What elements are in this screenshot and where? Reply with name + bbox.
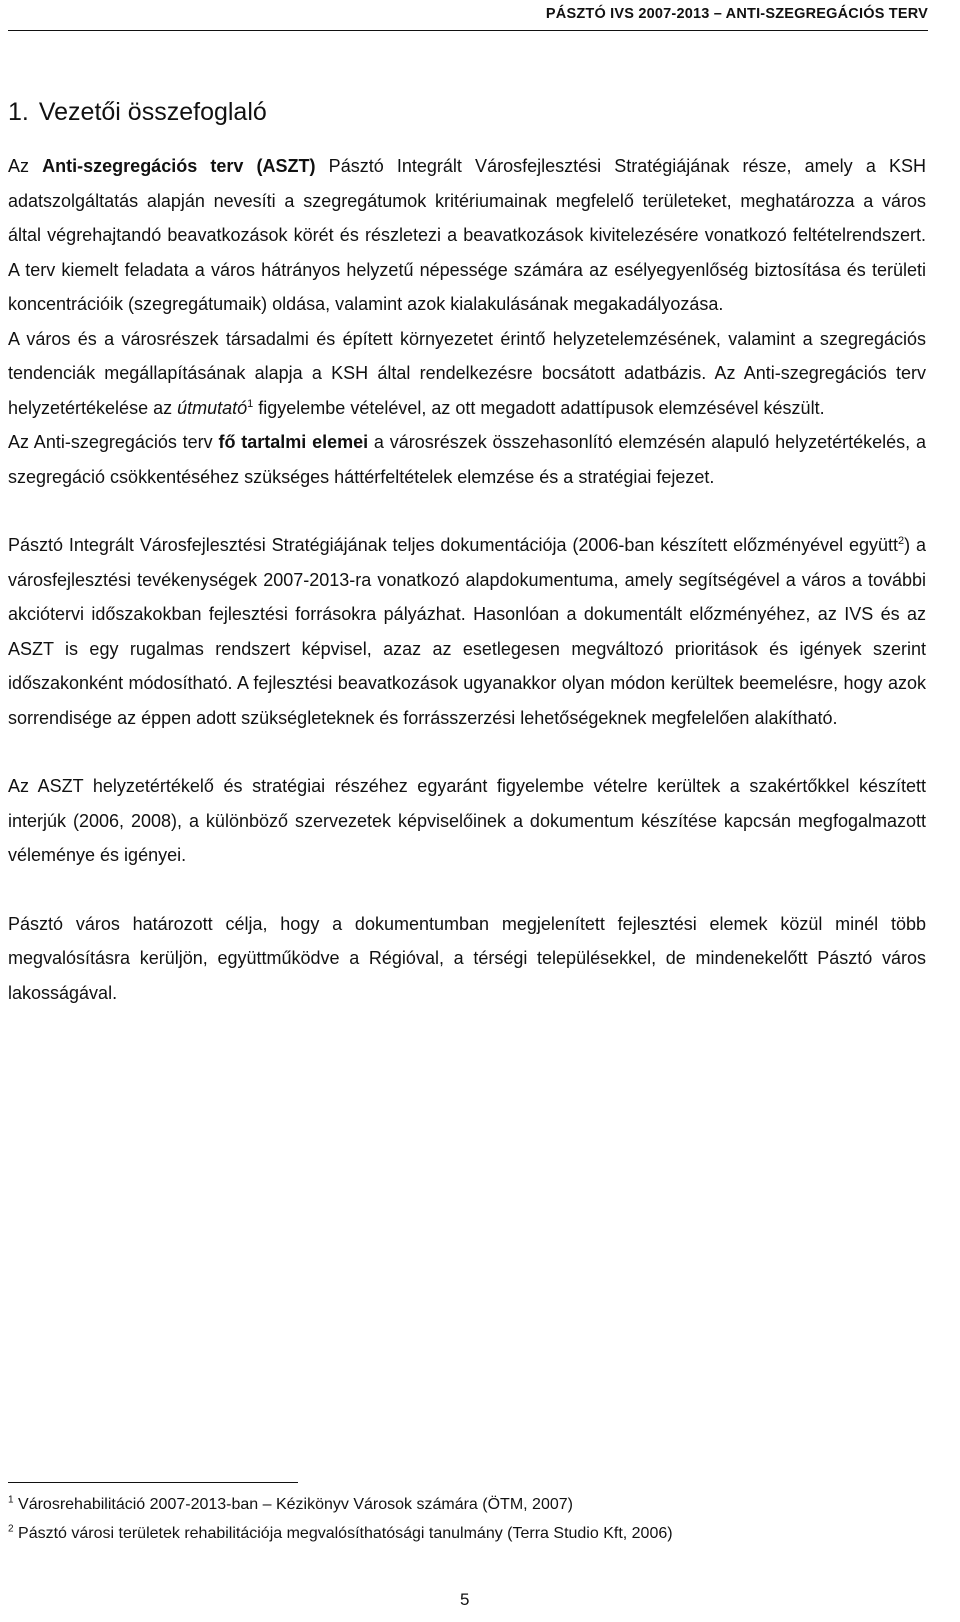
footnotes: [8, 1490, 926, 1548]
footnote-1-text: Városrehabilitáció 2007-2013-ban – Kézikönyv Városok számára (ÖTM, 2007): [18, 1496, 573, 1513]
paragraph-goal: Pásztó város határozott célja, hogy a dokumentumban megjelenített fejlesztési elemek közül minél több megvalósításra kerüljön, együttműködve a Régióval, a térségi településekkel, de mindenekelőtt Pásztó város lakosságával.: [8, 913, 926, 1003]
footnote-ref-2[interactable]: 2: [898, 535, 905, 547]
running-header: PÁSZTÓ IVS 2007-2013 – ANTI-SZEGREGÁCIÓS TERV: [545, 6, 928, 22]
page-number: 5: [460, 1590, 470, 1609]
paragraph-interviews: Az ASZT helyzetértékelő és stratégiai részéhez egyaránt figyelembe vételre kerültek a szakértőkkel készített interjúk (2006, 2008), a különböző szervezetek képviselőinek a dokumentum készítése kapcsán megfogalmazott véleménye és igényei.: [8, 776, 926, 865]
footnote-1: [8, 1490, 926, 1519]
p1-bold-term: Anti-szegregációs terv (ASZT): [42, 156, 316, 176]
footnote-ref-1[interactable]: 1: [247, 397, 254, 410]
p4-before: Pásztó Integrált Városfejlesztési Stratégiájának teljes dokumentációja (2006-ban készített előzményével együtt: [8, 535, 899, 555]
p2-italic-term: útmutató: [177, 397, 248, 418]
footnote-2: [8, 1519, 926, 1548]
footnote-2-text: Pásztó városi területek rehabilitációja megvalósíthatósági tanulmány (Terra Studio Kft, 2006): [18, 1525, 673, 1542]
paragraph-documentation: [8, 528, 926, 735]
section-number: 1.: [8, 98, 29, 126]
p4-after: ) a városfejlesztési tevékenységek 2007-2013-ra vonatkozó alapdokumentuma, amely segítségével a város a további akciótervi időszakokban fejlesztési forrásokra pályázhat. Hasonlóan a dokumentált előzményéhez, az IVS és az ASZT is egy rugalmas rendszert képvisel, azaz az esetlegesen megváltozó prioritások és igények szerint időszakonként módosítható. A fejlesztési beavatkozások ugyanakkor olyan módon kerültek beemelésre, hogy azok sorrendisége az éppen adott szükségleteknek és forrásszerzési lehetőségeknek megfelelően alakítható.: [8, 535, 926, 728]
p3-after: a városrészek összehasonlító elemzésén alapuló helyzetértékelés, a szegregáció csökkentéséhez szükséges háttérfeltételek elemzése és a stratégiai fejezet.: [8, 432, 926, 487]
footnote-1-number: 1: [8, 1494, 14, 1506]
page-body: [8, 98, 926, 1010]
p1-start: Az: [8, 156, 43, 176]
paragraph-analysis: [8, 322, 926, 426]
paragraph-intro: [8, 149, 926, 322]
section-heading: [8, 98, 926, 127]
paragraph-main-elements: [8, 425, 926, 494]
p1-rest: Pásztó Integrált Városfejlesztési Stratégiájának része, amely a KSH adatszolgáltatás alapján nevesíti a szegregátumok kritériumainak megfelelő területeket, meghatározza a város által végrehajtandó beavatkozások körét és részletezi a beavatkozások kivitelezésére vonatkozó feltételrendszert. A terv kiemelt feladata a város hátrányos helyzetű népessége számára az esélyegyenlőség biztosítása és területi koncentrációik (szegregátumaik) oldása, valamint azok kialakulásának megakadályozása.: [8, 156, 927, 314]
p3-before: Az Anti-szegregációs terv: [8, 432, 219, 452]
p2-before: A város és a városrészek társadalmi és épített környezetet érintő helyzetelemzésének, valamint a szegregációs tendenciák megállapításának alapja a KSH által rendelkezésre bocsátott adatbázis. Az Anti-szegregációs terv helyzetértékelése az: [8, 328, 926, 418]
header-rule: [8, 30, 928, 31]
section-title: Vezetői összefoglaló: [38, 98, 267, 126]
footnote-separator: [8, 1482, 298, 1483]
p2-after: figyelembe vételével, az ott megadott adattípusok elemzésével készült.: [253, 397, 825, 418]
footnote-2-number: 2: [8, 1523, 14, 1535]
p3-bold-term: fő tartalmi elemei: [218, 432, 369, 452]
